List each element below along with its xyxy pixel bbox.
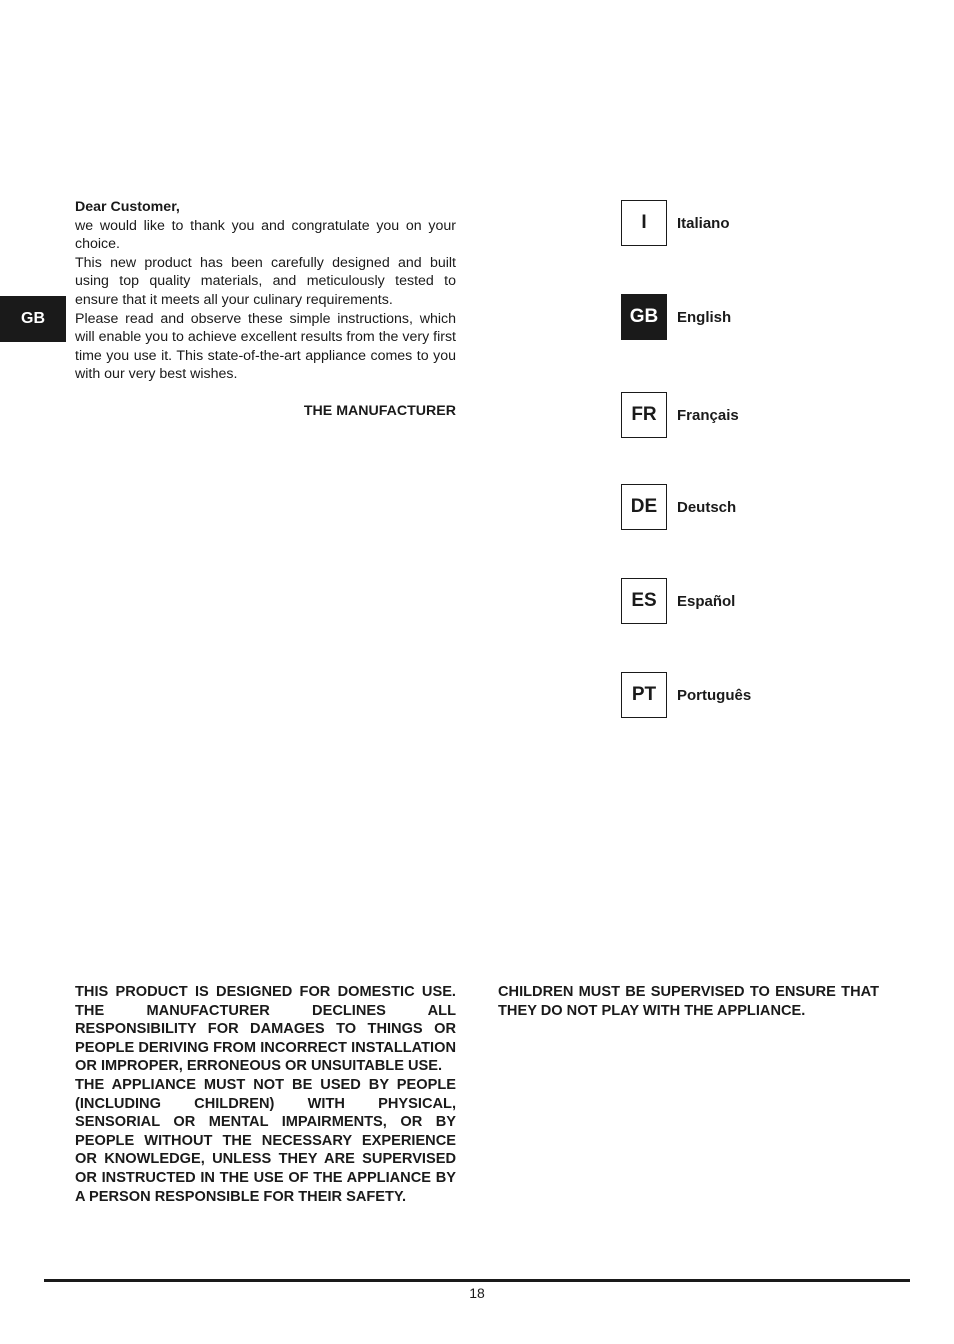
warning-paragraph: THE APPLIANCE MUST NOT BE USED BY PEOPLE (INCLUDING CHILDREN) WITH PHYSICAL, SENSORIAL OR MENTAL IMPAIRMENTS, OR BY PEOPLE WITHOUT THE NECESSARY EXPERIENCE OR KNOWLEDGE, UNLESS THEY ARE SUPERVISED OR INSTRUCTED IN THE USE OF THE APPLIANCE BY A PERSON RESPONSIBLE FOR THEIR SAFETY.: [75, 1076, 456, 1205]
letter-paragraph: Please read and observe these simple instructions, which will enable you to achieve excellent results from the very first time you use it. This state-of-the-art appliance comes to you with our very best wishes.: [75, 310, 456, 383]
language-code-box: PT: [621, 672, 667, 718]
language-name: English: [677, 308, 732, 326]
language-code-box: FR: [621, 392, 667, 438]
language-name: Deutsch: [677, 498, 737, 516]
domestic-use-warning: [75, 983, 456, 1206]
footer-divider: [44, 1279, 910, 1282]
language-name: Português: [677, 686, 752, 704]
language-name: Italiano: [677, 214, 730, 232]
customer-letter: [75, 198, 456, 421]
language-item-deutsch[interactable]: [621, 484, 736, 530]
warning-paragraph: THIS PRODUCT IS DESIGNED FOR DOMESTIC USE. THE MANUFACTURER DECLINES ALL RESPONSIBILITY FOR DAMAGES TO THINGS OR PEOPLE DERIVING FROM INCORRECT INSTALLATION OR IMPROPER, ERRONEOUS OR UNSUITABLE USE.: [75, 984, 456, 1075]
section-tab-gb: GB: [0, 296, 66, 342]
language-code-box: GB: [621, 294, 667, 340]
language-item-english[interactable]: [621, 294, 731, 340]
language-code-box: ES: [621, 578, 667, 624]
letter-paragraph: This new product has been carefully designed and built using top quality materials, and meticulously tested to ensure that it meets all your culinary requirements.: [75, 254, 456, 308]
language-item-portugues[interactable]: [621, 672, 751, 718]
language-code-box: I: [621, 200, 667, 246]
warning-paragraph: CHILDREN MUST BE SUPERVISED TO ENSURE THAT THEY DO NOT PLAY WITH THE APPLIANCE.: [498, 984, 879, 1019]
letter-paragraph: we would like to thank you and congratulate you on your choice.: [75, 217, 456, 253]
language-code-box: DE: [621, 484, 667, 530]
language-item-italiano[interactable]: [621, 200, 730, 246]
language-name: Français: [677, 406, 739, 424]
letter-greeting: Dear Customer,: [75, 199, 180, 215]
language-item-francais[interactable]: [621, 392, 739, 438]
language-item-espanol[interactable]: [621, 578, 735, 624]
children-warning: [498, 983, 879, 1020]
language-name: Español: [677, 592, 736, 610]
letter-signature: THE MANUFACTURER: [303, 402, 456, 419]
page-number: 18: [469, 1285, 485, 1301]
